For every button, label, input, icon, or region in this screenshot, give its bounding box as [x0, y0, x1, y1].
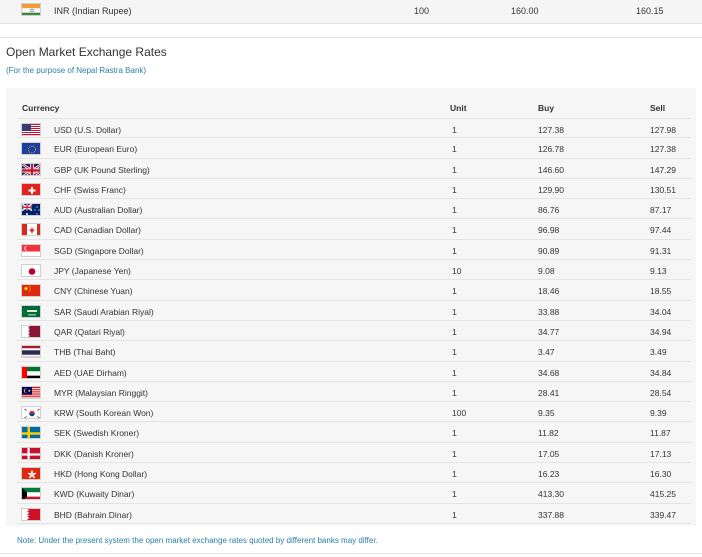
- unit-value: 1: [452, 164, 457, 175]
- qa-flag-icon: [21, 325, 41, 338]
- sell-value: 130.51: [650, 184, 676, 195]
- buy-value: 127.38: [538, 125, 564, 135]
- unit-value: 1: [452, 205, 457, 216]
- buy-value: 160.00: [511, 6, 539, 16]
- sell-value: 339.47: [650, 509, 676, 520]
- eu-flag-icon: [21, 142, 41, 155]
- sell-value: 91.31: [650, 245, 672, 256]
- disclaimer-note: Note: Under the present system the open market exchange rates quoted by different banks may differ.: [17, 536, 378, 545]
- section-title: Open Market Exchange Rates: [6, 45, 167, 59]
- buy-value: 18.46: [538, 286, 560, 297]
- table-row: [17, 199, 691, 219]
- sell-value: 11.87: [650, 428, 671, 439]
- header-currency: Currency: [22, 103, 60, 113]
- sell-value: 97.44: [650, 225, 672, 236]
- buy-value: 34.68: [538, 367, 560, 378]
- currency-name: SAR (Saudi Arabian Riyal): [54, 306, 154, 317]
- currency-name: KWD (Kuwaity Dinar): [54, 489, 135, 500]
- sell-value: 18.55: [650, 286, 672, 297]
- unit-value: 1: [452, 184, 457, 195]
- ch-flag-icon: [21, 183, 41, 196]
- currency-name: CAD (Canadian Dollar): [54, 225, 141, 236]
- section-divider: [0, 37, 702, 38]
- currency-name: SEK (Swedish Kroner): [54, 428, 140, 439]
- buy-value: 96.98: [538, 225, 560, 236]
- section-subtitle: (For the purpose of Nepal Rastra Bank): [6, 66, 147, 75]
- table-row: [17, 260, 691, 280]
- table-body: [17, 118, 691, 524]
- sell-value: 34.94: [650, 326, 672, 337]
- buy-value: 413.30: [538, 489, 564, 500]
- table-row: [17, 504, 691, 524]
- unit-value: 1: [452, 144, 457, 155]
- table-row: [17, 463, 691, 483]
- buy-value: 129.90: [538, 184, 564, 195]
- sell-value: 127.98: [650, 125, 676, 135]
- unit-value: 1: [452, 387, 457, 398]
- sa-flag-icon: [21, 305, 41, 318]
- table-row: [17, 443, 691, 463]
- unit-value: 1: [452, 286, 457, 297]
- buy-value: 3.47: [538, 347, 555, 358]
- table-row: [17, 118, 691, 138]
- table-row: [17, 280, 691, 300]
- ca-flag-icon: [21, 223, 41, 236]
- cn-flag-icon: [21, 284, 41, 297]
- jp-flag-icon: [21, 264, 41, 277]
- currency-name: KRW (South Korean Won): [54, 408, 154, 419]
- th-flag-icon: [21, 345, 41, 358]
- currency-name: MYR (Malaysian Ringgit): [54, 387, 148, 398]
- buy-value: 17.05: [538, 448, 560, 459]
- buy-value: 9.35: [538, 408, 555, 419]
- currency-name: SGD (Singapore Dollar): [54, 245, 144, 256]
- currency-name: JPY (Japanese Yen): [54, 266, 131, 277]
- exchange-rate-table: [6, 88, 696, 526]
- sell-value: 34.04: [650, 306, 672, 317]
- header-sell: Sell: [650, 103, 666, 113]
- unit-value: 1: [452, 489, 457, 500]
- sell-value: 147.29: [650, 164, 676, 175]
- table-row: [17, 159, 691, 179]
- currency-name: CHF (Swiss Franc): [54, 184, 126, 195]
- bh-flag-icon: [21, 508, 41, 521]
- se-flag-icon: [21, 426, 41, 439]
- currency-name: INR (Indian Rupee): [54, 6, 132, 16]
- currency-name: QAR (Qatari Riyal): [54, 326, 125, 337]
- dk-flag-icon: [21, 447, 41, 460]
- table-row: [17, 422, 691, 442]
- kr-flag-icon: [21, 406, 41, 419]
- table-row: [17, 321, 691, 341]
- ae-flag-icon: [21, 366, 41, 379]
- table-row: [17, 341, 691, 361]
- sell-value: 3.49: [650, 347, 667, 358]
- buy-value: 146.60: [538, 164, 564, 175]
- table-row: [17, 301, 691, 321]
- unit-value: 1: [452, 509, 457, 520]
- sell-value: 160.15: [636, 6, 664, 16]
- header-buy: Buy: [538, 103, 555, 113]
- currency-name: USD (U.S. Dollar): [54, 125, 122, 135]
- unit-value: 1: [452, 306, 457, 317]
- sell-value: 34.84: [650, 367, 672, 378]
- unit-value: 1: [452, 448, 457, 459]
- buy-value: 9.08: [538, 266, 555, 277]
- sell-value: 9.39: [650, 408, 667, 419]
- kw-flag-icon: [21, 487, 41, 500]
- table-row: [17, 219, 691, 239]
- table-row: [17, 240, 691, 260]
- sell-value: 415.25: [650, 489, 676, 500]
- unit-value: 1: [452, 326, 457, 337]
- unit-value: 1: [452, 347, 457, 358]
- sell-value: 127.38: [650, 144, 676, 155]
- currency-name: GBP (UK Pound Sterling): [54, 164, 150, 175]
- unit-value: 100: [452, 408, 467, 419]
- in-flag-icon: [21, 3, 41, 16]
- currency-name: BHD (Bahrain Dinar): [54, 509, 132, 520]
- currency-name: AUD (Australian Dollar): [54, 205, 143, 216]
- buy-value: 126.78: [538, 144, 564, 155]
- unit-value: 100: [414, 6, 430, 16]
- buy-value: 86.76: [538, 205, 560, 216]
- table-header: [6, 88, 696, 118]
- sg-flag-icon: [21, 244, 41, 257]
- buy-value: 11.82: [538, 428, 559, 439]
- buy-value: 337.88: [538, 509, 564, 520]
- buy-value: 16.23: [538, 469, 560, 480]
- us-flag-icon: [21, 123, 41, 136]
- sell-value: 28.54: [650, 387, 672, 398]
- table-row: [17, 483, 691, 503]
- sell-value: 17.13: [650, 448, 672, 459]
- my-flag-icon: [21, 386, 41, 399]
- table-row: [17, 402, 691, 422]
- hk-flag-icon: [21, 467, 41, 480]
- currency-name: AED (UAE Dirham): [54, 367, 127, 378]
- currency-name: THB (Thai Baht): [54, 347, 116, 358]
- unit-value: 1: [452, 225, 457, 236]
- unit-value: 1: [452, 469, 457, 480]
- buy-value: 28.41: [538, 387, 560, 398]
- unit-value: 1: [452, 125, 457, 135]
- inr-rate-row: [0, 0, 702, 24]
- buy-value: 33.88: [538, 306, 560, 317]
- currency-name: DKK (Danish Kroner): [54, 448, 134, 459]
- table-row: [17, 179, 691, 199]
- sell-value: 87.17: [650, 205, 672, 216]
- currency-name: HKD (Hong Kong Dollar): [54, 469, 148, 480]
- unit-value: 10: [452, 266, 462, 277]
- buy-value: 34.77: [538, 326, 560, 337]
- table-row: [17, 362, 691, 382]
- sell-value: 16.30: [650, 469, 672, 480]
- table-row: [17, 382, 691, 402]
- unit-value: 1: [452, 245, 457, 256]
- sell-value: 9.13: [650, 266, 667, 277]
- bottom-divider: [0, 553, 702, 554]
- currency-name: EUR (European Euro): [54, 144, 138, 155]
- au-flag-icon: [21, 203, 41, 216]
- buy-value: 90.89: [538, 245, 560, 256]
- table-row: [17, 138, 691, 158]
- unit-value: 1: [452, 367, 457, 378]
- currency-name: CNY (Chinese Yuan): [54, 286, 133, 297]
- header-unit: Unit: [450, 103, 467, 113]
- gb-flag-icon: [21, 163, 41, 176]
- unit-value: 1: [452, 428, 457, 439]
